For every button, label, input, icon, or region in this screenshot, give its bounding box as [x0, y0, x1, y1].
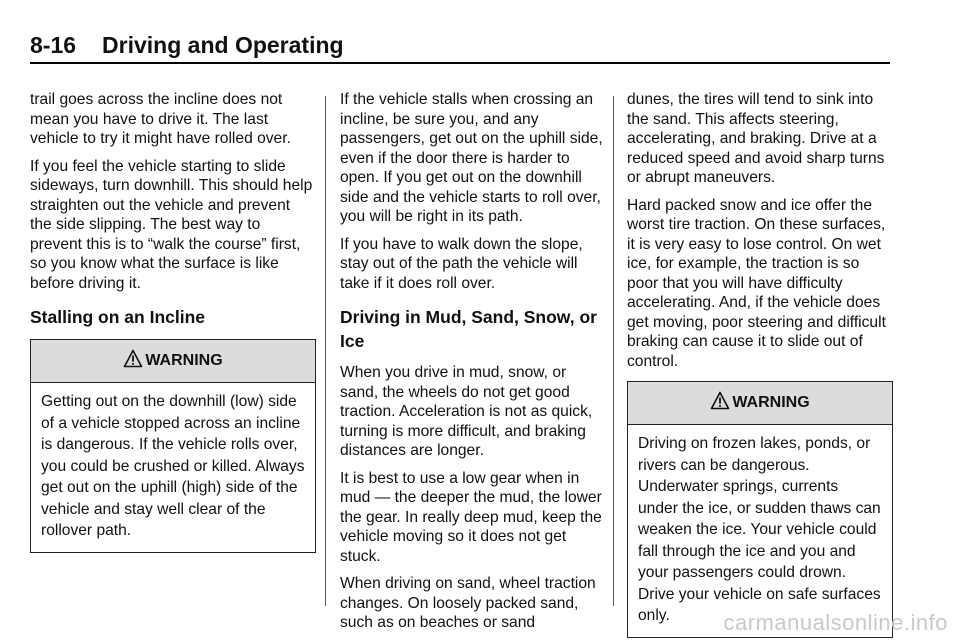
section-heading: Stalling on an Incline: [30, 307, 206, 327]
header-rule: [30, 62, 890, 64]
column-divider: [613, 96, 614, 606]
column-divider: [325, 96, 326, 606]
section-heading: Driving in Mud, Sand, Snow, or Ice: [340, 307, 597, 351]
warning-icon: [123, 349, 143, 368]
paragraph: trail goes across the incline does not mean you have to drive it. The last vehicle to try it might have rolled over.: [30, 91, 291, 147]
paragraph: When you drive in mud, snow, or sand, the wheels do not get good traction. Acceleration is not as quick, turning is more difficult, and braking distances are longer.: [340, 364, 593, 459]
paragraph: When driving on sand, wheel traction changes. On loosely packed sand, such as on beaches or sand: [340, 575, 596, 631]
column-3: [627, 90, 893, 638]
warning-title: WARNING: [145, 352, 223, 369]
warning-title: WARNING: [732, 394, 810, 411]
paragraph: If you have to walk down the slope, stay out of the path the vehicle will take if it does roll over.: [340, 235, 583, 292]
section-title: Driving and Operating: [102, 32, 344, 58]
watermark: carmanualsonline.info: [723, 610, 948, 635]
warning-header: [31, 340, 315, 383]
paragraph: If you feel the vehicle starting to slide sideways, turn downhill. This should help straighten out the vehicle and prevent the side slipping. The best way to prevent this is to “walk the course” first, so you know what the surface is like before driving it.: [30, 157, 313, 292]
warning-icon: [710, 391, 730, 410]
page-header: [30, 30, 890, 60]
warning-box: [627, 381, 893, 638]
page-number: 8-16: [30, 32, 77, 58]
warning-text: Getting out on the downhill (low) side of a vehicle stopped across an incline is dangerous. If the vehicle rolls over, you could be crushed or killed. Always get out on the uphill (high) side of the vehicle and stay well clear of the rollover path.: [41, 393, 305, 539]
warning-text: Driving on frozen lakes, ponds, or rivers can be dangerous. Underwater springs, currents under the ice, or sudden thaws can weaken the ice. Your vehicle could fall through the ice and you and your passengers could drown. Drive your vehicle on safe surfaces only.: [638, 435, 881, 624]
paragraph: Hard packed snow and ice offer the worst tire traction. On these surfaces, it is very easy to lose control. On wet ice, for example, the traction is so poor that you will have difficulty accelerating. And, if the vehicle does get moving, poor steering and difficult braking can cause it to slide out of control.: [627, 196, 886, 370]
column-2: [340, 90, 608, 641]
column-1: [30, 90, 316, 553]
paragraph: It is best to use a low gear when in mud — the deeper the mud, the lower the gear. In really deep mud, keep the vehicle moving so it does not get stuck.: [340, 469, 602, 565]
warning-header: [628, 382, 892, 425]
warning-box: [30, 339, 316, 553]
paragraph: If the vehicle stalls when crossing an incline, be sure you, and any passengers, get out on the uphill side, even if the door there is harder to open. If you get out on the downhill side and the vehicle starts to roll over, you will be right in its path.: [340, 91, 603, 225]
paragraph: dunes, the tires will tend to sink into the sand. This affects steering, accelerating, and braking. Drive at a reduced speed and avoid sharp turns or abrupt maneuvers.: [627, 91, 885, 186]
